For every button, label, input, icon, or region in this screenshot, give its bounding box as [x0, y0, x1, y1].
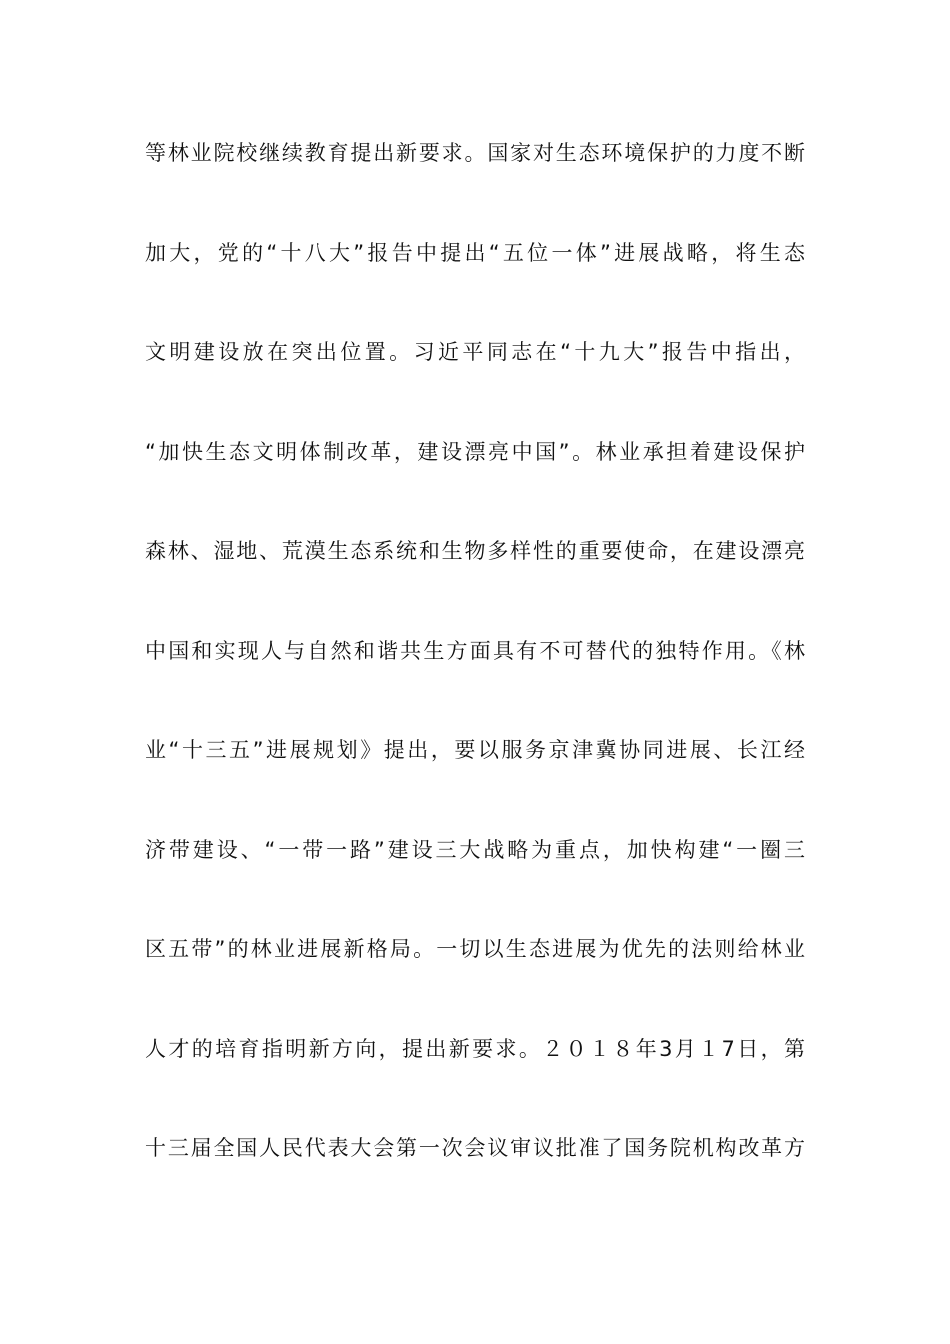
- text-line-7: 业“十三五”进展规划》提出，要以服务京津冀协同进展、长江经: [145, 738, 805, 762]
- text-line-6: 中国和实现人与自然和谐共生方面具有不可替代的独特作用。《林: [145, 638, 805, 663]
- text-line-10: 人才的培育指明新方向，提出新要求。２０１８年3月１7日，第: [145, 1036, 805, 1061]
- text-line-1: 等林业院校继续教育提出新要求。国家对生态环境保护的力度不断: [145, 141, 805, 165]
- text-line-2: 加大，党的“十八大”报告中提出“五位一体”进展战略，将生态: [145, 240, 805, 265]
- body-text: [145, 133, 810, 1228]
- text-line-3: 文明建设放在突出位置。习近平同志在“十九大”报告中指出，: [145, 340, 805, 364]
- text-line-5: 森林、湿地、荒漠生态系统和生物多样性的重要使命，在建设漂亮: [145, 539, 805, 563]
- text-line-9: 区五带”的林业进展新格局。一切以生态进展为优先的法则给林业: [145, 937, 805, 961]
- text-line-11: 十三届全国人民代表大会第一次会议审议批准了国务院机构改革方: [145, 1136, 805, 1160]
- text-line-4: “加快生态文明体制改革，建设漂亮中国”。林业承担着建设保护: [145, 439, 805, 464]
- text-line-8: 济带建设、“一带一路”建设三大战略为重点，加快构建“一圈三: [145, 837, 805, 862]
